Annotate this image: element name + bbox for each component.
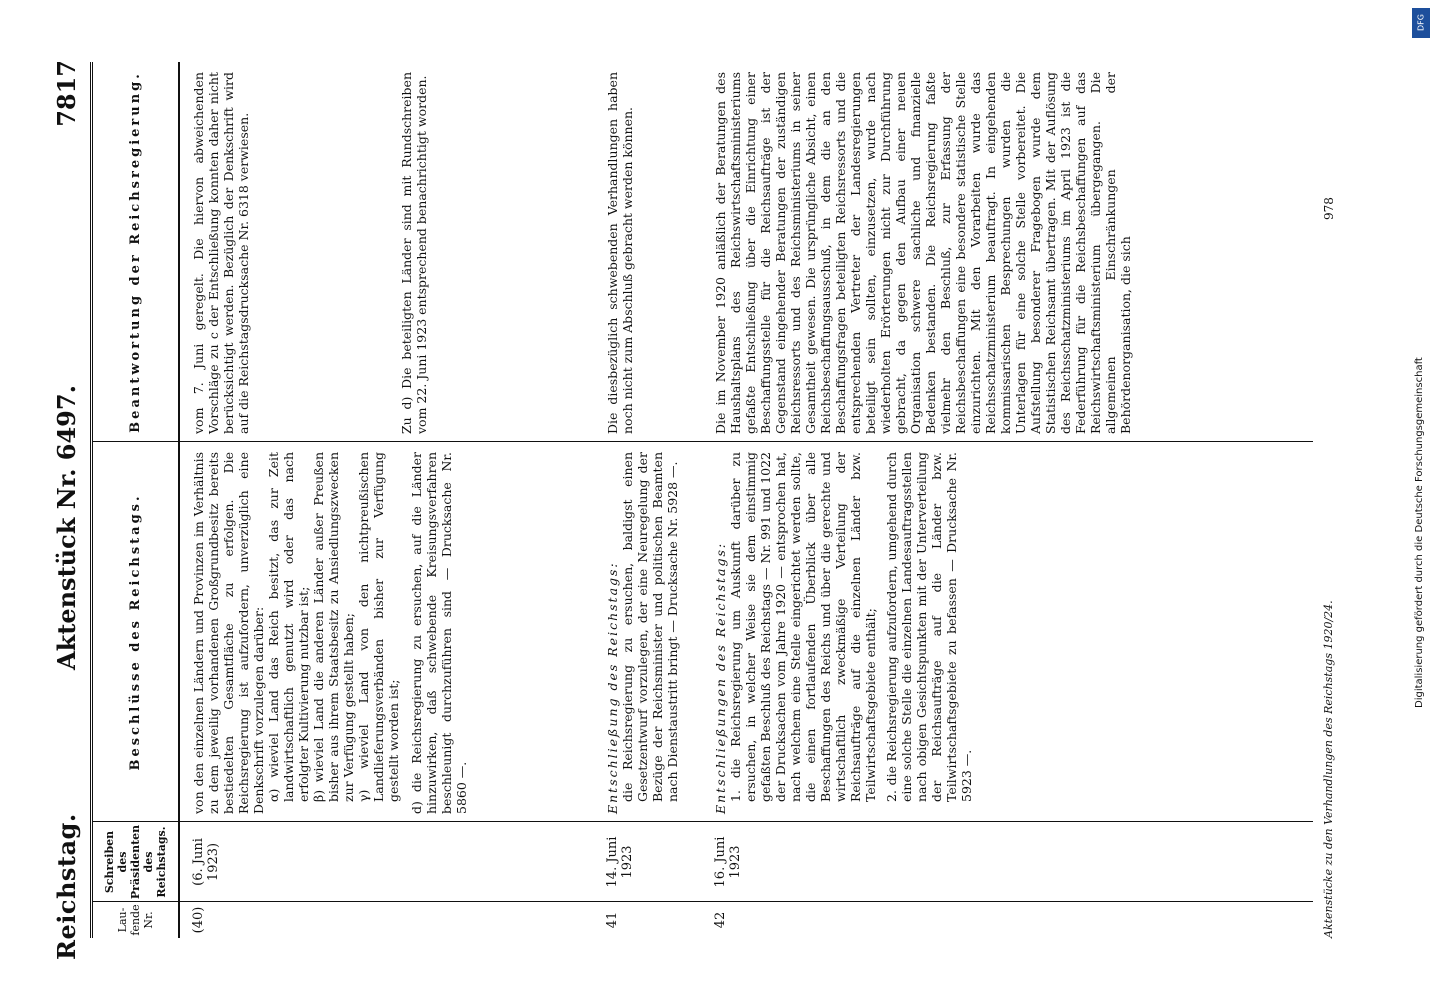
footer-page-number: 978 bbox=[1322, 197, 1336, 220]
column-divider bbox=[93, 821, 1313, 822]
resolution-item-a: α) wieviel Land das Reich besitzt, das zur Zeit landwirtschaftlich genutzt wird oder das nach erfolgter Kultivierung nutzbar ist; bbox=[266, 452, 311, 802]
row-resolution bbox=[191, 452, 469, 814]
column-divider bbox=[93, 441, 1313, 442]
resolution-heading: Entschließung des Reichstags: bbox=[605, 561, 620, 814]
answer-text: Zu d) Die beteiligten Länder sind mit Rundschreiben vom 22. Juni 1923 entsprechend benachrichtigt worden. bbox=[399, 72, 429, 434]
col-header-beantwortung: Beantwortung der Reichsregierung. bbox=[93, 62, 180, 442]
header-left: Reichstag. bbox=[52, 813, 81, 960]
row-date: 14. Juni 1923 bbox=[605, 836, 635, 888]
row-number: 42 bbox=[713, 911, 728, 929]
header-page-number: 7817 bbox=[52, 60, 81, 127]
row-number: 41 bbox=[605, 911, 620, 929]
header-center: Aktenstück Nr. 6497. bbox=[52, 385, 81, 670]
resolution-text: die Reichsregierung zu ersuchen, baldigst einen Gesetzentwurf vorzulegen, der eine Neuregelung der Bezüge der Reichsminister und politischen Beamten nach Dienstaustritt bringt — Drucksache Nr. 5928 —. bbox=[620, 452, 680, 802]
column-divider bbox=[93, 901, 1313, 902]
resolution-item-b: β) wieviel Land die anderen Länder außer Preußen bisher aus ihrem Staatsbesitz zu Ansiedlungszwecken zur Verfügung gestellt haben; bbox=[311, 452, 356, 802]
row-resolution bbox=[605, 452, 680, 814]
col-header-nr: Lau- fende Nr. bbox=[93, 902, 180, 938]
row-answer: Die diesbezüglich schwebenden Verhandlungen haben noch nicht zum Abschluß gebracht werden können. bbox=[605, 72, 635, 434]
row-date: (6. Juni 1923) bbox=[191, 838, 221, 886]
resolution-item-d: d) die Reichsregierung zu ersuchen, auf die Länder hinzuwirken, daß schwebende Kreisungsverfahren beschleunigt durchzuführen sind — Drucksache Nr. 5860 —. bbox=[409, 452, 469, 814]
col-header-beschluesse: Beschlüsse des Reichstags. bbox=[93, 442, 180, 822]
dfg-credit-strip bbox=[1412, 8, 1430, 1000]
row-date: 16. Juni 1923 bbox=[713, 836, 743, 888]
row-answer: Die im November 1920 anläßlich der Beratungen des Haushaltsplans des Reichswirtschaftsministeriums gefaßte Entschließung über die Einrichtung einer Beschaffungsstelle für die Reichsaufträge ist der Gegenstand eingehender Beratungen der zuständigen Reichsressorts und des Reichsministeriums in seiner Gesamtheit gewesen. Die ursprüngliche Absicht, einen Reichsbeschaffungsausschuß, in dem die an den Beschaffungsfragen beteiligten Reichsressorts und die entsprechenden Vertreter der Landesregierungen beteiligt sein sollten, einzusetzen, wurde nach wiederholten Erörterungen nicht zur Durchführung gebracht, da gegen den Aufbau einer neuen Organisation schwere sachliche und finanzielle Bedenken bestanden. Die Reichsregierung faßte vielmehr den Beschluß, zur Erfassung der Reichsbeschaffungen eine besondere statistische Stelle einzurichten. Mit den Vorarbeiten wurde das Reichsschatzministerium beauftragt. In eingehenden kommissarischen Besprechungen wurden die Unterlagen für eine solche Stelle vorbereitet. Die Aufstellung besonderer Fragebogen wurde dem Statistischen Reichsamt übertragen. Mit der Auflösung des Reichsschatzministeriums im April 1923 ist die Federführung für die Reichsbeschaffungen auf das Reichswirtschaftsministerium übergegangen. Die allgemeinen Einschränkungen der Behördenorganisation, die sich bbox=[713, 72, 1133, 434]
resolution-item-1: 1. die Reichsregierung um Auskunft darüber zu ersuchen, in welcher Weise sie dem einstimmig gefaßten Beschluß des Reichstags — Nr. 991 und 1022 der Drucksachen vom Jahre 1920 — entsprochen hat, nach welchem eine Stelle eingerichtet werden sollte, die einen fortlaufenden Überblick über alle Beschaffungen des Reichs und über die gerechte und wirtschaftlich zweckmäßige Verteilung der Reichsaufträge auf die einzelnen Länder bzw. Teilwirtschaftsgebiete enthält; bbox=[728, 452, 878, 802]
answer-text: vom 7. Juni geregelt. Die hiervon abweichenden Vorschläge zu c der Entschließung konnten daher nicht berücksichtigt werden. Bezüglich der Denkschrift wird auf die Reichstagsdrucksache Nr. 6318 verwiesen. bbox=[191, 72, 251, 434]
resolution-heading: Entschließungen des Reichstags: bbox=[713, 541, 728, 814]
resolution-item-2: 2. die Reichsregierung aufzufordern, umgehend durch eine solche Stelle die einzelnen Landesauftragsstellen nach obigen Gesichtspunkten mit der Unterverteilung der Reichsaufträge auf die Länder bzw. Teilwirtschaftsgebiete zu befassen — Drucksache Nr. 5923 —. bbox=[884, 452, 974, 802]
resolution-item-c: γ) wieviel Land von den nichtpreußischen Landlieferungsverbänden bisher zur Verfügung gestellt worden ist; bbox=[356, 452, 401, 802]
dfg-credit-text: Digitalisierung gefördert durch die Deutsche Forschungsgemeinschaft bbox=[1414, 357, 1425, 708]
footer-source: Aktenstücke zu den Verhandlungen des Reichstags 1920/24. bbox=[1322, 600, 1335, 938]
col-header-schreiben: Schreiben des Präsidenten des Reichstags. bbox=[93, 822, 180, 902]
dfg-logo-icon: DFG bbox=[1412, 8, 1430, 38]
resolutions-table bbox=[90, 62, 1313, 938]
row-number: (40) bbox=[191, 906, 206, 934]
row-resolution bbox=[713, 452, 974, 814]
resolution-intro: von den einzelnen Ländern und Provinzen im Verhältnis zu dem jeweilig vorhandenen Großgrundbesitz bereits bestiedelten Gesamtfläche zu erfolgen. Die Reichsregierung ist aufzufordern, unverzüglich eine Denkschrift vorzulegen darüber: bbox=[191, 452, 266, 814]
row-answer bbox=[191, 72, 429, 434]
